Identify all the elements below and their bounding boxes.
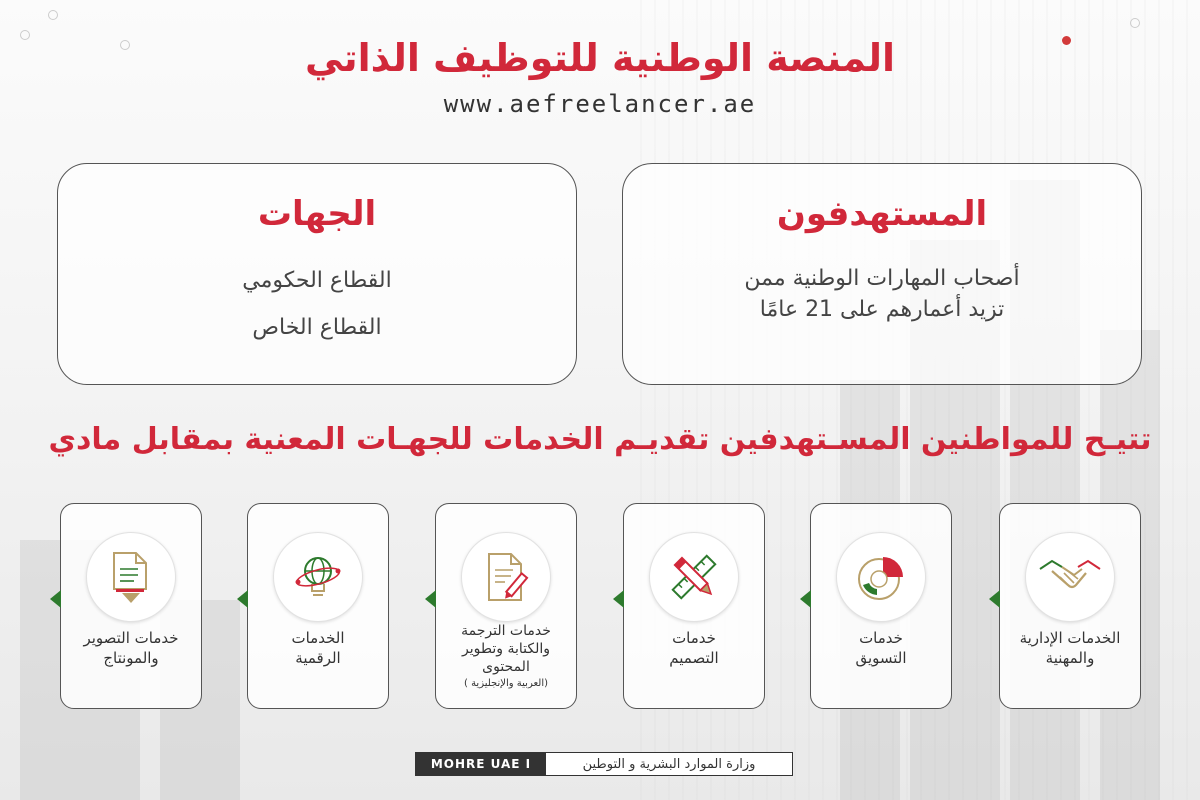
service-card-translation[interactable] [435,503,577,709]
document-download-icon [86,532,176,622]
footer-ministry: وزارة الموارد البشرية و التوطين [546,753,792,775]
service-card-administrative[interactable] [999,503,1141,709]
footer-brand: MOHRE UAE I [416,753,546,775]
service-card-digital[interactable] [247,503,389,709]
chevron-left-icon [613,590,624,608]
decor-dot [48,10,58,20]
page-title: المنصة الوطنية للتوظيف الذاتي [304,36,896,80]
entities-line-government: القطاع الحكومي [242,268,392,293]
tagline: تتيـح للمواطنين المسـتهدفين تقديـم الخدمات للجهـات المعنية بمقابل مادي [48,422,1152,457]
service-label [630,628,758,669]
service-label-line: المحتوى [482,659,530,676]
service-card-design[interactable] [623,503,765,709]
service-label-line: خدمات [859,629,903,647]
chevron-left-icon [50,590,61,608]
service-label [817,628,945,669]
service-note: (العربية والإنجليزية ) [463,677,549,689]
pencil-ruler-icon [649,532,739,622]
service-label-line: والمهنية [1045,649,1095,668]
entities-line-private: القطاع الخاص [252,314,382,340]
footer-bar [415,752,793,776]
service-label-line: والكتابة وتطوير [462,641,550,658]
service-label-line: والمونتاج [103,649,159,668]
handshake-icon [1025,532,1115,622]
decor-dot [1130,18,1140,28]
service-label-line: الخدمات الإدارية [1019,629,1121,647]
service-label-line: الرقمية [295,649,341,668]
service-card-photography[interactable] [60,503,202,709]
beneficiaries-line-2: تزيد أعمارهم على 21 عامًا [759,296,1005,322]
entities-panel [57,163,577,385]
document-edit-icon [461,532,551,622]
website-url[interactable]: www.aefreelancer.ae [443,90,757,118]
service-label-line: خدمات الترجمة [461,623,551,639]
service-card-marketing[interactable] [810,503,952,709]
service-label-line: خدمات [672,629,716,647]
chevron-left-icon [989,590,1000,608]
beneficiaries-line-1: أصحاب المهارات الوطنية ممن [744,266,1020,291]
globe-bulb-icon [273,532,363,622]
pie-chart-icon [836,532,926,622]
service-label [254,628,382,669]
service-label [442,622,570,690]
service-label-line: التسويق [855,649,907,668]
service-label-line: الخدمات [291,629,345,647]
beneficiaries-heading: المستهدفون [776,194,988,234]
beneficiaries-panel [622,163,1142,385]
chevron-left-icon [800,590,811,608]
service-label-line: التصميم [669,649,719,668]
chevron-left-icon [237,590,248,608]
service-label-line: خدمات التصوير [83,629,179,647]
service-label [1006,628,1134,669]
entities-heading: الجهات [257,194,377,234]
service-label [67,628,195,669]
chevron-left-icon [425,590,436,608]
